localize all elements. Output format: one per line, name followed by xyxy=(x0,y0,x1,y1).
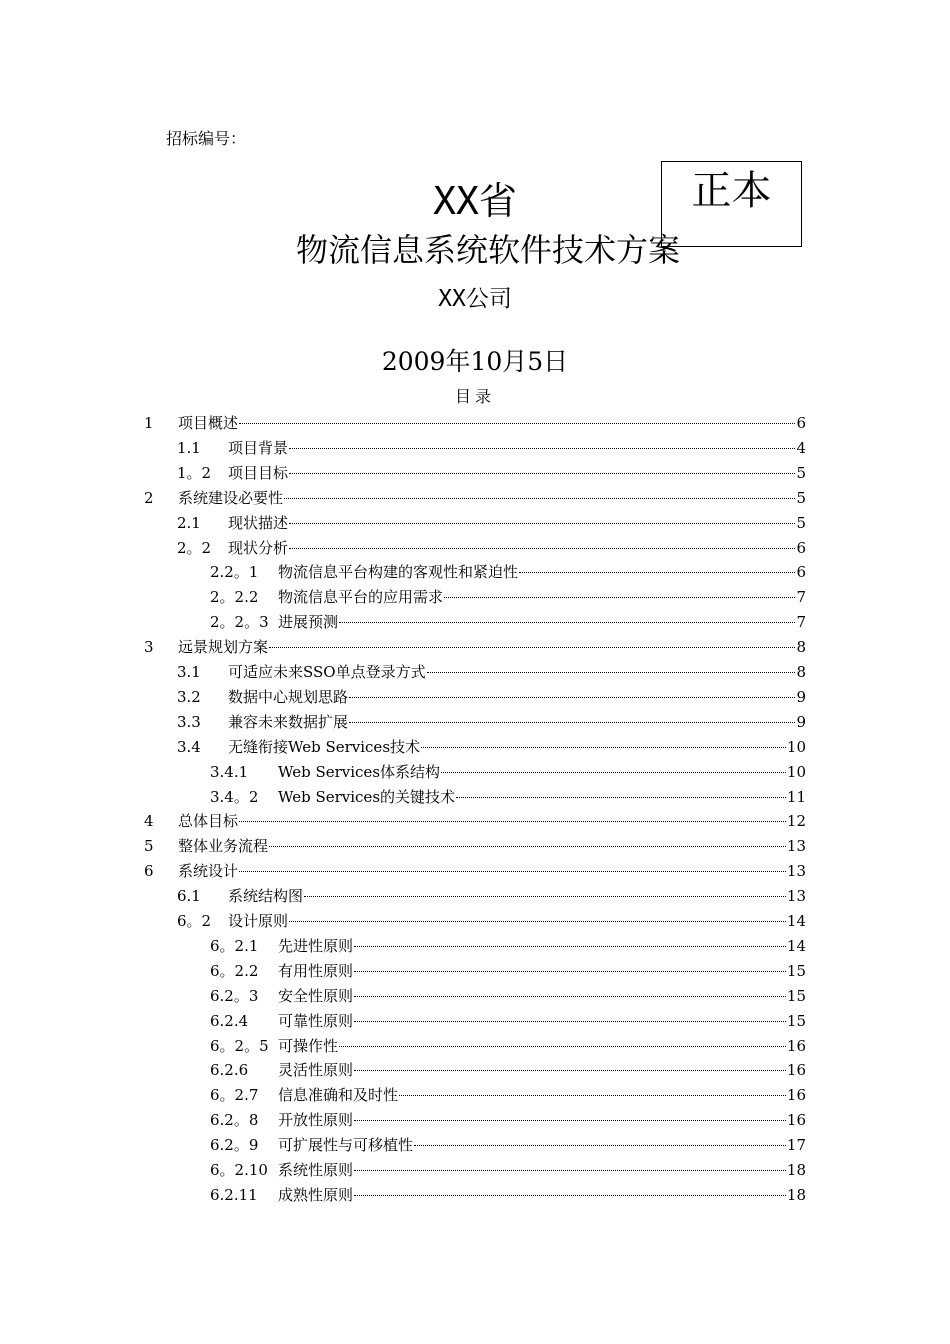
toc-entry-title: 设计原则 xyxy=(228,912,289,930)
toc-dot-leader xyxy=(354,1069,786,1071)
toc-entry-page: 15 xyxy=(786,1011,806,1030)
toc-entry-title: 系统设计 xyxy=(178,862,239,881)
toc-entry[interactable] xyxy=(177,660,806,685)
toc-dot-leader xyxy=(289,920,786,922)
toc-entry-page: 5 xyxy=(796,463,806,482)
toc-entry[interactable] xyxy=(177,685,806,710)
toc-entry[interactable] xyxy=(210,610,806,635)
toc-entry[interactable] xyxy=(210,1034,806,1059)
toc-entry-title: 系统结构图 xyxy=(228,887,304,906)
toc-entry-title: 可操作性 xyxy=(278,1036,339,1055)
toc-entry-page: 14 xyxy=(786,912,806,930)
toc-entry[interactable] xyxy=(144,834,806,859)
toc-entry-title: 整体业务流程 xyxy=(178,837,269,856)
toc-entry-title: 无缝衔接Web Services技术 xyxy=(228,737,421,756)
toc-entry-number: 6。2 xyxy=(177,912,212,930)
toc-dot-leader xyxy=(239,870,786,872)
toc-entry[interactable] xyxy=(177,511,806,536)
toc-entry-title: 先进性原则 xyxy=(278,936,354,955)
toc-entry-number: 3.4。2 xyxy=(210,787,259,806)
toc-entry-number: 3.1 xyxy=(177,663,201,681)
toc-entry[interactable] xyxy=(210,785,806,810)
toc-entry-title: Web Services体系结构 xyxy=(278,762,441,781)
toc-dot-leader xyxy=(354,970,786,972)
toc-entry-page: 16 xyxy=(786,1061,806,1080)
stamp-label: 正本 xyxy=(691,168,772,214)
toc-entry[interactable] xyxy=(210,1158,806,1183)
toc-dot-leader xyxy=(284,497,795,499)
toc-entry-page: 16 xyxy=(786,1036,806,1055)
toc-dot-leader xyxy=(354,1020,786,1022)
toc-dot-leader xyxy=(349,721,795,723)
toc-entry-page: 10 xyxy=(786,737,806,756)
toc-entry[interactable] xyxy=(177,436,806,461)
toc-entry[interactable] xyxy=(210,1183,806,1208)
toc-dot-leader xyxy=(269,845,786,847)
toc-entry[interactable] xyxy=(210,1108,806,1133)
toc-entry-number: 3.4.1 xyxy=(210,762,249,781)
toc-entry-title: 远景规划方案 xyxy=(178,638,269,657)
toc-entry-page: 13 xyxy=(786,862,806,881)
toc-entry-number: 1 xyxy=(144,414,154,432)
toc-entry-number: 1.1 xyxy=(177,438,201,457)
toc-entry-page: 16 xyxy=(786,1111,806,1130)
toc-dot-leader xyxy=(354,1119,786,1121)
toc-entry-page: 13 xyxy=(786,837,806,856)
toc-entry-title: 信息准确和及时性 xyxy=(278,1086,399,1105)
toc-entry-title: 现状描述 xyxy=(228,513,289,532)
toc-entry-title: 成熟性原则 xyxy=(278,1185,354,1204)
toc-dot-leader xyxy=(354,1194,786,1196)
toc-entry-number: 2。2.2 xyxy=(210,588,259,607)
toc-entry-number: 6.2.11 xyxy=(210,1185,258,1204)
toc-entry-number: 6.2。3 xyxy=(210,986,259,1005)
toc-entry-page: 9 xyxy=(796,712,806,731)
toc-entry-page: 9 xyxy=(796,687,806,706)
toc-entry-number: 6。2.10 xyxy=(210,1161,268,1179)
toc-entry-title: 可适应未来SSO单点登录方式 xyxy=(228,663,426,681)
toc-entry-page: 16 xyxy=(786,1086,806,1105)
toc-entry-title: 项目目标 xyxy=(228,463,289,482)
toc-entry-page: 5 xyxy=(796,513,806,532)
toc-entry[interactable] xyxy=(210,959,806,984)
toc-entry[interactable] xyxy=(177,884,806,909)
toc-entry[interactable] xyxy=(210,560,806,585)
toc-dot-leader xyxy=(289,472,795,474)
toc-entry-page: 18 xyxy=(786,1185,806,1204)
toc-dot-leader xyxy=(354,945,786,947)
toc-entry-page: 6 xyxy=(796,538,806,557)
toc-entry-page: 6 xyxy=(796,563,806,582)
toc-entry-page: 5 xyxy=(796,488,806,507)
toc-entry[interactable] xyxy=(210,1083,806,1108)
toc-entry-page: 10 xyxy=(786,762,806,781)
toc-entry-number: 2。2。3 xyxy=(210,613,269,632)
toc-entry[interactable] xyxy=(177,710,806,735)
toc-entry-title: 物流信息平台构建的客观性和紧迫性 xyxy=(278,563,519,582)
toc-entry[interactable] xyxy=(144,809,806,834)
toc-entry-title: 兼容未来数据扩展 xyxy=(228,712,349,731)
toc-entry-number: 6.2.4 xyxy=(210,1011,249,1030)
toc-entry-title: 可靠性原则 xyxy=(278,1011,354,1030)
toc-entry-number: 6。2.1 xyxy=(210,936,259,955)
toc-entry[interactable] xyxy=(210,1009,806,1034)
toc-entry[interactable] xyxy=(210,1133,806,1158)
toc-dot-leader xyxy=(304,895,786,897)
toc-dot-leader xyxy=(519,571,795,573)
toc-entry[interactable] xyxy=(210,984,806,1009)
toc-dot-leader xyxy=(349,696,795,698)
toc-entry[interactable] xyxy=(210,1058,806,1083)
toc-entry-title: 可扩展性与可移植性 xyxy=(278,1136,414,1155)
toc-entry[interactable] xyxy=(177,461,806,486)
toc-dot-leader xyxy=(414,1144,786,1146)
toc-entry[interactable] xyxy=(144,635,806,660)
toc-entry-number: 2.2。1 xyxy=(210,563,259,582)
toc-entry-number: 6.2.6 xyxy=(210,1061,249,1080)
toc-entry-title: 进展预测 xyxy=(278,613,339,632)
document-date: 2009年10月5日 xyxy=(381,347,569,376)
toc-entry[interactable] xyxy=(144,486,806,511)
toc-entry-page: 13 xyxy=(786,887,806,906)
toc-entry-number: 3 xyxy=(144,638,154,657)
toc-entry-title: 项目背景 xyxy=(228,438,289,457)
toc-entry-page: 6 xyxy=(796,414,806,432)
toc-heading: 目录 xyxy=(454,387,495,406)
toc-dot-leader xyxy=(354,1169,786,1171)
toc-entry-page: 8 xyxy=(796,638,806,657)
toc-entry-title: 安全性原则 xyxy=(278,986,354,1005)
toc-entry-number: 2.1 xyxy=(177,513,201,532)
toc-entry[interactable] xyxy=(210,934,806,959)
toc-entry-page: 4 xyxy=(796,438,806,457)
toc-entry-number: 6.1 xyxy=(177,887,201,906)
company-name: XX公司 xyxy=(438,286,512,312)
toc-dot-leader xyxy=(239,820,786,822)
toc-entry-page: 7 xyxy=(796,588,806,607)
toc-entry[interactable] xyxy=(210,760,806,785)
toc-entry-title: 开放性原则 xyxy=(278,1111,354,1130)
toc-entry-page: 15 xyxy=(786,961,806,980)
toc-entry-number: 3.3 xyxy=(177,712,201,731)
toc-entry-title: 项目概述 xyxy=(178,414,239,432)
toc-entry-page: 17 xyxy=(786,1136,806,1155)
toc-dot-leader xyxy=(354,995,786,997)
toc-dot-leader xyxy=(289,447,795,449)
toc-entry-title: 数据中心规划思路 xyxy=(228,687,349,706)
toc-entry-number: 2。2 xyxy=(177,538,212,557)
toc-entry-number: 3.4 xyxy=(177,737,201,756)
toc-entry[interactable] xyxy=(144,859,806,884)
toc-entry-number: 5 xyxy=(144,837,154,856)
toc-dot-leader xyxy=(269,646,795,648)
toc-dot-leader xyxy=(421,746,786,748)
toc-entry-number: 6。2。5 xyxy=(210,1036,269,1055)
toc-dot-leader xyxy=(444,596,795,598)
toc-entry-number: 2 xyxy=(144,488,154,507)
toc-dot-leader xyxy=(339,621,795,623)
toc-entry[interactable] xyxy=(177,735,806,760)
toc-entry-title: 总体目标 xyxy=(178,812,239,831)
toc-entry[interactable] xyxy=(210,585,806,610)
toc-entry-title: 灵活性原则 xyxy=(278,1061,354,1080)
toc-dot-leader xyxy=(427,671,796,673)
toc-entry-number: 6。2.2 xyxy=(210,961,259,980)
toc-entry-page: 18 xyxy=(786,1161,806,1179)
toc-entry[interactable] xyxy=(177,909,806,934)
toc-entry-title: 系统性原则 xyxy=(278,1161,354,1179)
toc-entry-page: 11 xyxy=(786,787,806,806)
toc-dot-leader xyxy=(289,547,795,549)
toc-entry-page: 12 xyxy=(786,812,806,831)
toc-dot-leader xyxy=(339,1045,786,1047)
toc-entry-page: 7 xyxy=(796,613,806,632)
toc-entry[interactable] xyxy=(177,536,806,561)
toc-dot-leader xyxy=(441,771,786,773)
toc-entry-number: 4 xyxy=(144,812,154,831)
toc-entry-title: Web Services的关键技术 xyxy=(278,787,456,806)
province-title: XX省 xyxy=(433,179,517,223)
toc-entry[interactable] xyxy=(144,411,806,436)
toc-entry-title: 现状分析 xyxy=(228,538,289,557)
toc-entry-page: 8 xyxy=(796,663,806,681)
document-title: 物流信息系统软件技术方案 xyxy=(295,231,680,269)
toc-dot-leader xyxy=(399,1094,786,1096)
bid-number-label: 招标编号： xyxy=(166,129,247,148)
toc-dot-leader xyxy=(289,522,795,524)
toc-entry-page: 15 xyxy=(786,986,806,1005)
toc-entry-title: 物流信息平台的应用需求 xyxy=(278,588,444,607)
toc-entry-number: 6.2。8 xyxy=(210,1111,259,1130)
toc-entry-number: 6.2。9 xyxy=(210,1136,259,1155)
toc-dot-leader xyxy=(456,796,786,798)
toc-entry-page: 14 xyxy=(786,936,806,955)
toc-entry-number: 1。2 xyxy=(177,463,212,482)
toc-entry-number: 6 xyxy=(144,862,154,881)
toc-entry-title: 有用性原则 xyxy=(278,961,354,980)
toc-dot-leader xyxy=(239,422,795,424)
toc-entry-number: 3.2 xyxy=(177,687,201,706)
toc-entry-title: 系统建设必要性 xyxy=(178,488,284,507)
toc-entry-number: 6。2.7 xyxy=(210,1086,259,1105)
